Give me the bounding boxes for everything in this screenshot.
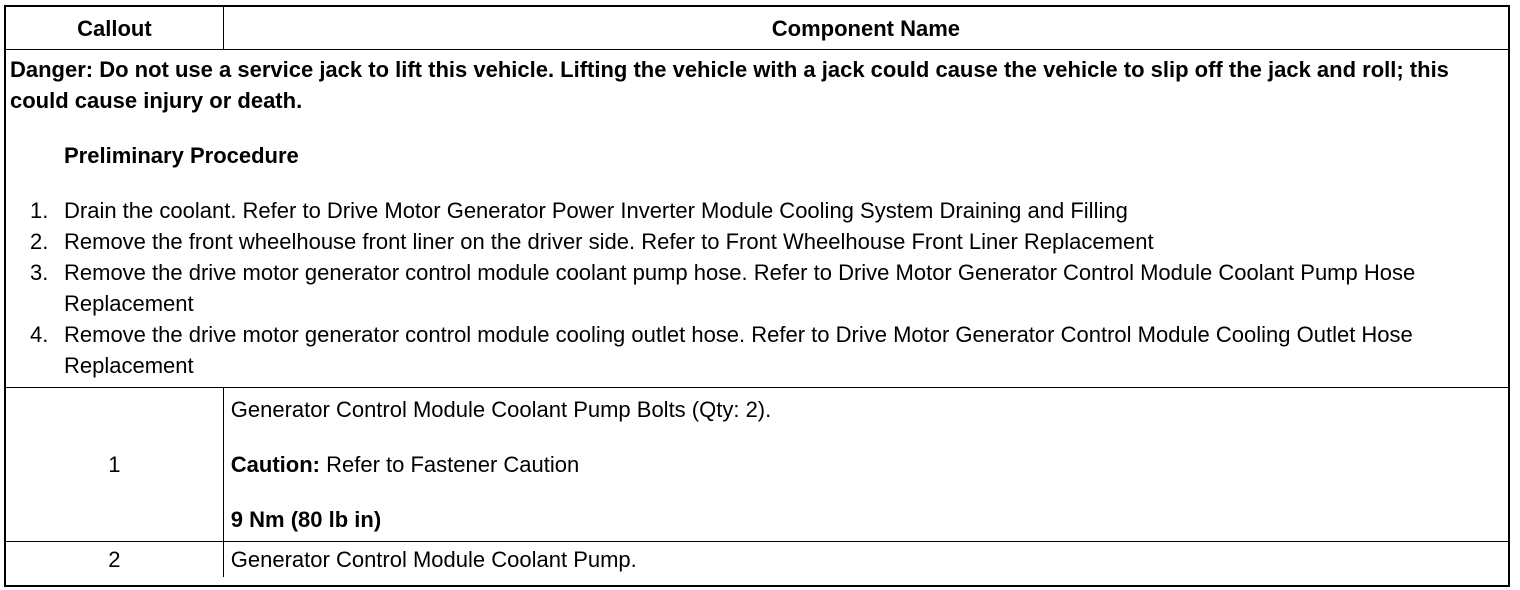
caution-text: Refer to Fastener Caution bbox=[319, 452, 580, 477]
step-number: 2. bbox=[30, 229, 49, 254]
component-table bbox=[6, 7, 1508, 577]
step-text: Remove the drive motor generator control module coolant pump hose. Refer to Drive Motor Generator Control Module Coolant Pump Hose Replacement bbox=[64, 260, 1416, 316]
procedure-steps-list bbox=[10, 195, 1502, 381]
component-name: Generator Control Module Coolant Pump Bolts (Qty: 2). bbox=[230, 397, 772, 422]
component-name-column-header: Component Name bbox=[223, 7, 1508, 50]
step-text: Remove the drive motor generator control module cooling outlet hose. Refer to Drive Motor Generator Control Module Cooling Outlet Hose Replacement bbox=[64, 322, 1413, 378]
component-name: Generator Control Module Coolant Pump. bbox=[230, 547, 637, 572]
table-header-row bbox=[6, 7, 1508, 50]
procedure-cell bbox=[6, 50, 1508, 388]
step-text: Remove the front wheelhouse front liner on the driver side. Refer to Front Wheelhouse Front Liner Replacement bbox=[64, 229, 1154, 254]
torque-spec: 9 Nm (80 lb in) bbox=[230, 507, 382, 532]
list-item bbox=[10, 195, 1502, 226]
caution-note bbox=[231, 449, 1500, 480]
caution-label: Caution: bbox=[230, 452, 320, 477]
step-number: 4. bbox=[30, 322, 49, 347]
procedure-row bbox=[6, 50, 1508, 388]
table-row bbox=[6, 388, 1508, 542]
callout-number: 1 bbox=[6, 388, 223, 542]
list-item bbox=[10, 319, 1502, 381]
callout-column-header: Callout bbox=[6, 7, 223, 50]
step-number: 1. bbox=[30, 198, 49, 223]
component-name-cell bbox=[223, 542, 1508, 578]
step-number: 3. bbox=[30, 260, 49, 285]
preliminary-procedure-heading: Preliminary Procedure bbox=[64, 143, 299, 168]
callout-number: 2 bbox=[6, 542, 223, 578]
list-item bbox=[10, 257, 1502, 319]
component-name-cell bbox=[223, 388, 1508, 542]
component-table-frame bbox=[4, 5, 1510, 587]
danger-warning: Danger: Do not use a service jack to lift this vehicle. Lifting the vehicle with a jack could cause the vehicle to slip off the jack and roll; this could cause injury or death. bbox=[10, 57, 1449, 113]
step-text: Drain the coolant. Refer to Drive Motor Generator Power Inverter Module Cooling System Draining and Filling bbox=[64, 198, 1128, 223]
list-item bbox=[10, 226, 1502, 257]
table-row bbox=[6, 542, 1508, 578]
